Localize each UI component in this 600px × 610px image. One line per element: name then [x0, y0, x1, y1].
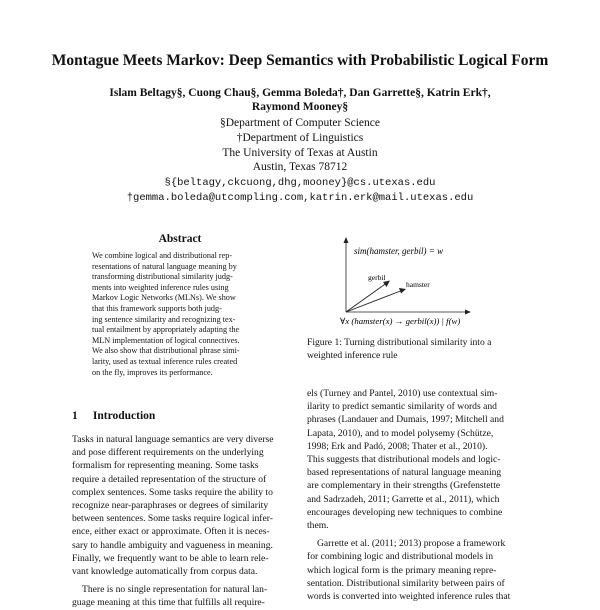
author-list-line-2: Raymond Mooney§ [251, 101, 349, 113]
body-line: sary to handle ambiguity and vagueness in meaning. [72, 539, 273, 551]
abstract-line: Markov Logic Networks (MLNs). We show [92, 293, 236, 303]
abstract-line: tual entailment by appropriately adapting the [92, 325, 240, 335]
body-line: are complementary in their strengths (Grefenstette [307, 480, 501, 492]
body-line: vant knowledge automatically from corpus data. [72, 566, 258, 578]
abstract-line: on the fly, improves its performance. [92, 367, 213, 377]
body-line: Garrette et al. (2011; 2013) propose a framework [317, 538, 506, 550]
gerbil-vector [346, 282, 388, 312]
email-line-2: †gemma.boleda@utcompling.com,katrin.erk@mail.utexas.edu [126, 192, 474, 204]
abstract-line: MLN implementation of logical connectives. [92, 335, 240, 345]
section-number: 1 [72, 410, 78, 422]
body-line: complex sentences. Some tasks require the ability to [72, 486, 273, 498]
body-line: Lapata, 2010), and to model polysemy (Schütze, [307, 427, 494, 439]
abstract-line: We combine logical and distributional rep- [92, 251, 233, 260]
caption-line: weighted inference rule [307, 350, 398, 362]
body-line: which logical form is the primary meaning repre- [307, 564, 497, 576]
figure-1-diagram [318, 232, 518, 327]
gerbil-label: gerbil [368, 273, 386, 282]
section-title: Introduction [92, 410, 156, 422]
body-line: between sentences. Some tasks require logical infer- [72, 513, 273, 525]
hamster-vector [346, 290, 403, 312]
abstract-body [92, 251, 282, 378]
email-line-1: §{beltagy,ckcuong,dhg,mooney}@cs.utexas.edu [164, 177, 436, 189]
body-line: words is converted into weighted inference rules that [307, 591, 511, 603]
body-line: and pose different requirements on the underlying [72, 447, 264, 459]
body-line: formalism for representing meaning. Some tasks [72, 460, 259, 472]
abstract-line: We also show that distributional phrase simi- [92, 346, 240, 356]
hamster-label: hamster [406, 280, 430, 289]
abstract-line: transforming distributional similarity judg- [92, 272, 233, 282]
abstract-line: ing sentence similarity and recognizing tex- [92, 314, 236, 324]
affiliation-address: Austin, Texas 78712 [252, 161, 348, 173]
left-column-text [72, 433, 300, 610]
body-line: There is no single representation for natural lan- [82, 584, 268, 596]
body-line: sentation. Distributional similarity between pairs of [307, 577, 505, 589]
abstract-line: ments into weighted inference rules using [92, 282, 229, 292]
abstract-heading: Abstract [158, 233, 202, 245]
abstract-line: larity, used as textual inference rules created [92, 356, 238, 366]
figure-1-caption [307, 336, 531, 362]
body-line: them. [307, 520, 329, 532]
body-line: for combining logic and distributional models in [307, 551, 493, 563]
figure-x-axis-arrowhead [465, 310, 471, 315]
body-line: Finally, we frequently want to be able to learn rele- [72, 552, 269, 564]
paper-title: Montague Meets Markov: Deep Semantics with Probabilistic Logical Form [51, 52, 549, 69]
body-line: recognize near-paraphrases or degrees of similarity [72, 500, 269, 512]
inference-rule-label: ∀x (hamster(x) → gerbil(x)) | f(w) [340, 316, 461, 326]
figure-sim-label: sim(hamster, gerbil) = w [354, 246, 444, 256]
body-line: require a detailed representation of the structure of [72, 473, 267, 485]
body-line: phrases (Landauer and Dumais, 1997; Mitchell and [307, 414, 504, 426]
body-line: based representations of natural language meaning [307, 467, 502, 479]
abstract-line: resentations of natural language meaning by [92, 261, 237, 271]
affiliation-university: The University of Texas at Austin [222, 147, 378, 159]
author-list-line-1: Islam Beltagy§, Cuong Chau§, Gemma Boleda†, Dan Garrette§, Katrin Erk†, [109, 87, 491, 99]
body-line: ilarity to predict semantic similarity of words and [307, 401, 497, 413]
body-line: encourages developing new techniques to combine [307, 506, 503, 518]
affiliation-cs: §Department of Computer Science [220, 117, 380, 129]
body-line: ence, either exact or approximate. Often it is neces- [72, 526, 270, 538]
body-line: els (Turney and Pantel, 2010) use contextual sim- [307, 388, 498, 399]
figure-y-axis-arrowhead [344, 237, 349, 243]
body-line: This suggests that distributional models and logic- [307, 454, 501, 466]
body-line: and Sadrzadeh, 2011; Garrette et al., 2011), which [307, 493, 500, 505]
caption-line: Figure 1: Turning distributional similarity into a [307, 337, 492, 348]
body-line: Tasks in natural language semantics are very diverse [72, 434, 274, 445]
body-line: guage meaning at this time that fulfills all require- [72, 597, 265, 609]
abstract-line: that this framework supports both judg- [92, 303, 222, 313]
right-column-text [307, 387, 531, 603]
affiliation-linguistics: †Department of Linguistics [236, 132, 364, 144]
hamster-vector-arrowhead [399, 288, 406, 294]
body-line: 1998; Erk and Padó, 2008; Thater et al., 2010). [307, 440, 488, 452]
section-heading-introduction [72, 410, 155, 422]
